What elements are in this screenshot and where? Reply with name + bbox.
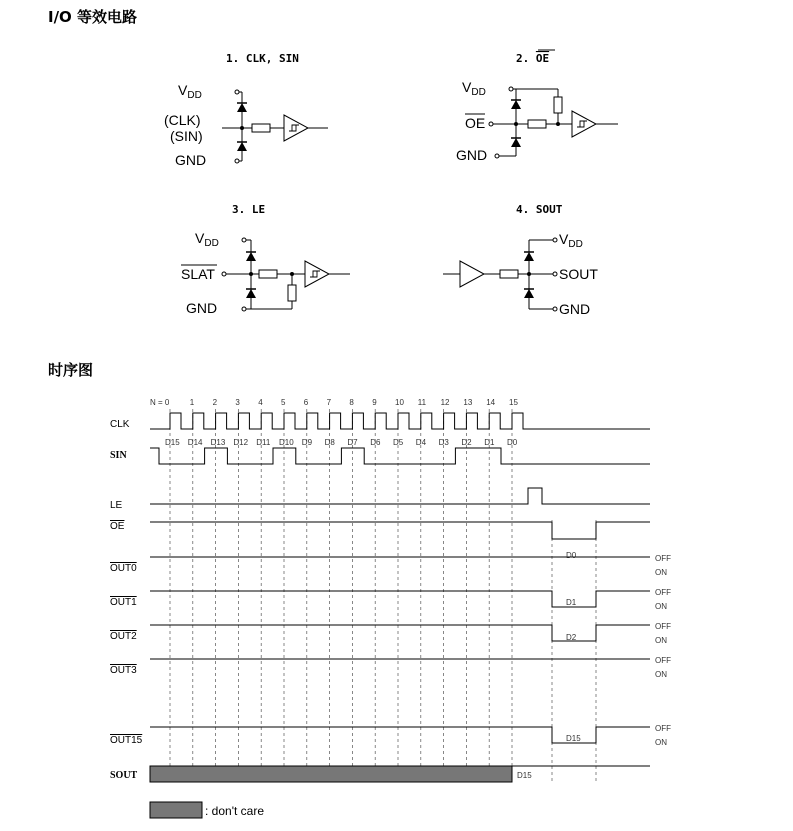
- data-bit-label: D14: [187, 438, 203, 447]
- signal-label-out2: OUT2: [110, 631, 137, 642]
- on-label: ON: [655, 636, 667, 645]
- data-bit-label: D8: [324, 438, 335, 447]
- data-bit-label: D0: [507, 438, 518, 447]
- clock-index-label: 11: [417, 398, 427, 407]
- signal-label-clk: CLK: [110, 419, 130, 430]
- signal-label-sout: SOUT: [110, 770, 138, 781]
- on-off-labels: [655, 554, 671, 747]
- off-label: OFF: [655, 724, 671, 733]
- data-bit-labels: [165, 438, 518, 447]
- on-label: ON: [655, 568, 667, 577]
- data-bit-label: D3: [438, 438, 449, 447]
- data-bit-label: D13: [210, 438, 226, 447]
- signal-label-sin: SIN: [110, 450, 127, 461]
- circuit-2-oe-label: OE: [465, 115, 486, 131]
- circuit-4-caption: 4. SOUT: [516, 203, 563, 216]
- sin-wave: [150, 448, 650, 464]
- data-bit-label: D11: [256, 438, 271, 447]
- circuit-3-slat-label: SLAT: [181, 266, 215, 282]
- signal-label-out15: OUT15: [110, 735, 143, 746]
- circuit-3-vdd-label: $V_{DD}$: [195, 230, 219, 249]
- clock-index-label: 6: [303, 398, 309, 407]
- signal-label-out0: OUT0: [110, 563, 137, 574]
- signal-labels: [110, 419, 143, 781]
- circuit-2-vdd-label: $V_{DD}$: [462, 79, 486, 98]
- clock-index-label: 9: [372, 398, 377, 407]
- clock-index-label: 2: [212, 398, 218, 407]
- data-bit-label: D5: [393, 438, 404, 447]
- circuit-4-gnd-label: GND: [559, 301, 591, 317]
- clock-index-label: 15: [509, 398, 518, 407]
- circuit-3-gnd-label: GND: [186, 300, 218, 316]
- data-bit-label: D6: [370, 438, 381, 447]
- data-bit-label: D15: [165, 438, 180, 447]
- data-bit-label: D2: [461, 438, 472, 447]
- off-label: OFF: [655, 554, 671, 563]
- circuit-2-caption: 2. OE: [516, 52, 550, 65]
- timing-section-title: 时序图: [48, 361, 94, 379]
- out2-pulse-label: D2: [566, 633, 577, 642]
- clock-index-label: 4: [258, 398, 263, 407]
- circuit-1-sin-label: (SIN): [170, 128, 203, 144]
- signal-label-out3: OUT3: [110, 665, 137, 676]
- off-label: OFF: [655, 622, 671, 631]
- le-wave: [150, 488, 650, 504]
- sout-label: D15: [517, 771, 532, 780]
- clock-index-label: 14: [486, 398, 496, 407]
- signal-label-oe: OE: [110, 521, 125, 532]
- clock-index-label: 3: [235, 398, 240, 407]
- on-label: ON: [655, 738, 667, 747]
- clock-index-label: 7: [326, 398, 332, 407]
- circuit-1-caption: 1. CLK, SIN: [226, 52, 299, 65]
- circuit-1-clk-label: (CLK): [164, 112, 201, 128]
- data-bit-label: D10: [279, 438, 294, 447]
- data-bit-label: D4: [415, 438, 427, 447]
- sout-dont-care-region: [150, 766, 512, 782]
- clock-index-labels: [150, 398, 518, 407]
- circuit-4-vdd-label: $V_{DD}$: [559, 231, 583, 250]
- data-bit-label: D12: [233, 438, 249, 447]
- circuit-1-vdd-label: $V_{DD}$: [178, 82, 202, 101]
- circuit-3-caption: 3. LE: [232, 203, 266, 216]
- clock-edge-gridlines: [170, 409, 596, 782]
- on-label: ON: [655, 602, 667, 611]
- data-bit-label: D7: [347, 438, 358, 447]
- circuit-1-gnd-label: GND: [175, 152, 207, 168]
- off-label: OFF: [655, 588, 671, 597]
- clock-index-label: 1: [189, 398, 195, 407]
- out15-pulse-label: D15: [566, 734, 581, 743]
- clock-index-label: 8: [349, 398, 354, 407]
- data-bit-label: D1: [484, 438, 495, 447]
- signal-label-le: LE: [110, 500, 123, 511]
- clock-index-label: 12: [440, 398, 450, 407]
- legend-text: : don't care: [205, 804, 264, 818]
- legend-swatch: [150, 802, 202, 818]
- io-section-title: I/O 等效电路: [48, 8, 138, 26]
- circuit-4-sout-label: SOUT: [559, 266, 598, 282]
- clock-index-label: 5: [281, 398, 286, 407]
- circuit-2-gnd-label: GND: [456, 147, 488, 163]
- oe-wave: [150, 522, 650, 539]
- legend: [150, 802, 264, 818]
- clock-index-label: N = 0: [150, 398, 170, 407]
- clock-index-label: 13: [463, 398, 473, 407]
- off-label: OFF: [655, 656, 671, 665]
- clk-wave: [150, 413, 650, 429]
- pulse-labels: [517, 551, 581, 780]
- clock-index-label: 10: [395, 398, 404, 407]
- on-label: ON: [655, 670, 667, 679]
- out1-pulse-label: D1: [566, 598, 577, 607]
- data-bit-label: D9: [301, 438, 313, 447]
- oe-pulse-label: D0: [566, 551, 577, 560]
- signal-label-out1: OUT1: [110, 597, 137, 608]
